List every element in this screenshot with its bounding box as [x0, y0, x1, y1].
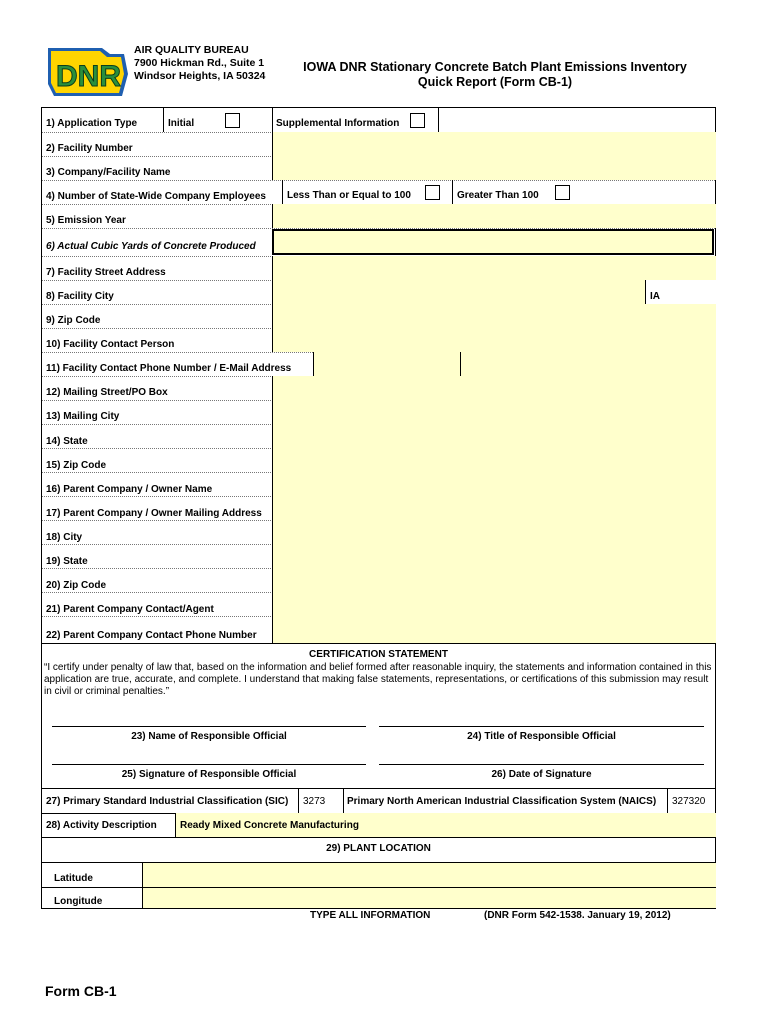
- row-parent-contact: 21) Parent Company Contact/Agent: [42, 592, 715, 617]
- row-parent-zip: 20) Zip Code: [42, 568, 715, 593]
- parent-address-field[interactable]: [272, 496, 716, 520]
- certification-title: CERTIFICATION STATEMENT: [309, 649, 448, 660]
- row-company-name: 3) Company/Facility Name: [42, 156, 715, 181]
- row-parent-address: 17) Parent Company / Owner Mailing Address: [42, 496, 715, 521]
- initial-label: Initial: [168, 118, 195, 129]
- facility-city-field[interactable]: [272, 280, 646, 304]
- agency-name: AIR QUALITY BUREAU: [134, 44, 249, 56]
- parent-contact-field[interactable]: [272, 592, 716, 616]
- zip-field[interactable]: [272, 304, 716, 328]
- row-contact-phone: 11) Facility Contact Phone Number / E-Mail Address: [42, 352, 715, 377]
- row-parent-phone: 22) Parent Company Contact Phone Number: [42, 616, 715, 644]
- initial-checkbox[interactable]: [225, 113, 240, 128]
- mailing-state-field[interactable]: [272, 424, 716, 448]
- row-contact-person: 10) Facility Contact Person: [42, 328, 715, 353]
- svg-text:DNR: DNR: [56, 60, 121, 93]
- row-parent-name: 16) Parent Company / Owner Name: [42, 472, 715, 497]
- row-sic-naics: 27) Primary Standard Industrial Classification (SIC) 3273 Primary North American Industrial Classification System (NAICS) 327320: [42, 788, 715, 814]
- row-facility-number: 2) Facility Number: [42, 132, 715, 157]
- name-signature-line[interactable]: [52, 726, 366, 727]
- row-latitude: Latitude: [42, 863, 715, 888]
- row-employees: 4) Number of State-Wide Company Employees Less Than or Equal to 100 Greater Than 100: [42, 180, 715, 205]
- form-table: [41, 107, 716, 909]
- row-parent-city: 18) City: [42, 520, 715, 545]
- supplemental-label: Supplemental Information: [276, 118, 400, 129]
- row-activity: 28) Activity Description Ready Mixed Concrete Manufacturing: [42, 813, 715, 838]
- naics-value: 327320: [672, 796, 706, 807]
- row-zip: 9) Zip Code: [42, 304, 715, 329]
- certification-statement: “I certify under penalty of law that, based on the information and belief formed after reasonable inquiry, the statements and information contained in this application are true, accurate, and complete. I understand that making false statements, representations, or certifications of this submission may result in civil or criminal penalties.”: [44, 662, 712, 697]
- parent-name-field[interactable]: [272, 472, 716, 496]
- contact-email-field[interactable]: [460, 352, 716, 376]
- emission-year-field[interactable]: [272, 204, 716, 228]
- row-mailing-street: 12) Mailing Street/PO Box: [42, 376, 715, 401]
- title-signature-line[interactable]: [379, 726, 704, 727]
- parent-zip-field[interactable]: [272, 568, 716, 592]
- signature-label: 25) Signature of Responsible Official: [121, 769, 297, 780]
- row-cubic-yards: 6) Actual Cubic Yards of Concrete Produced: [42, 228, 715, 257]
- row-longitude: Longitude: [42, 888, 715, 908]
- name-official-label: 23) Name of Responsible Official: [131, 731, 287, 742]
- row-facility-street: 7) Facility Street Address: [42, 256, 715, 281]
- employees-gt-checkbox[interactable]: [555, 185, 570, 200]
- latitude-field[interactable]: [142, 863, 716, 887]
- form-id: Form CB-1: [45, 983, 117, 999]
- parent-city-field[interactable]: [272, 520, 716, 544]
- row-plant-location: [42, 838, 715, 863]
- cubic-yards-field[interactable]: [272, 229, 714, 255]
- employees-gt-label: Greater Than 100: [457, 190, 539, 201]
- facility-number-field[interactable]: [272, 132, 716, 156]
- employees-le-checkbox[interactable]: [425, 185, 440, 200]
- signature-line[interactable]: [52, 764, 366, 765]
- sic-value: 3273: [303, 796, 326, 807]
- row-emission-year: 5) Emission Year: [42, 204, 715, 229]
- mailing-city-field[interactable]: [272, 400, 716, 424]
- row-application-type: 1) Application Type Initial Supplemental Information: [42, 108, 715, 133]
- agency-address: [134, 44, 265, 83]
- plant-location-title: 29) PLANT LOCATION: [326, 843, 431, 854]
- row-parent-state: 19) State: [42, 544, 715, 569]
- row-mailing-zip: 15) Zip Code: [42, 448, 715, 473]
- activity-value: Ready Mixed Concrete Manufacturing: [180, 820, 359, 831]
- date-label: 26) Date of Signature: [491, 769, 592, 780]
- contact-phone-field[interactable]: [313, 352, 461, 376]
- date-signature-line[interactable]: [379, 764, 704, 765]
- agency-city: Windsor Heights, IA 50324: [134, 70, 266, 82]
- row-facility-city: 8) Facility City IA: [42, 280, 715, 305]
- type-all-note: TYPE ALL INFORMATION: [310, 910, 431, 921]
- parent-phone-field[interactable]: [272, 616, 716, 643]
- supplemental-checkbox[interactable]: [410, 113, 425, 128]
- facility-street-field[interactable]: [272, 256, 716, 280]
- dnr-logo: [44, 44, 130, 100]
- employees-le-label: Less Than or Equal to 100: [287, 190, 411, 201]
- naics-label: Primary North American Industrial Classification System (NAICS): [347, 796, 657, 807]
- row-mailing-city: 13) Mailing City: [42, 400, 715, 425]
- facility-state-value: IA: [650, 291, 660, 302]
- agency-street: 7900 Hickman Rd., Suite 1: [134, 57, 265, 69]
- form-number: (DNR Form 542-1538. January 19, 2012): [484, 910, 671, 921]
- form-title: IOWA DNR Stationary Concrete Batch Plant Emissions Inventory Quick Report (Form CB-1): [303, 60, 687, 89]
- title-official-label: 24) Title of Responsible Official: [467, 731, 616, 742]
- mailing-street-field[interactable]: [272, 376, 716, 400]
- mailing-zip-field[interactable]: [272, 448, 716, 472]
- company-name-field[interactable]: [272, 156, 716, 180]
- longitude-field[interactable]: [142, 888, 716, 908]
- row-mailing-state: 14) State: [42, 424, 715, 449]
- parent-state-field[interactable]: [272, 544, 716, 568]
- contact-person-field[interactable]: [272, 328, 716, 352]
